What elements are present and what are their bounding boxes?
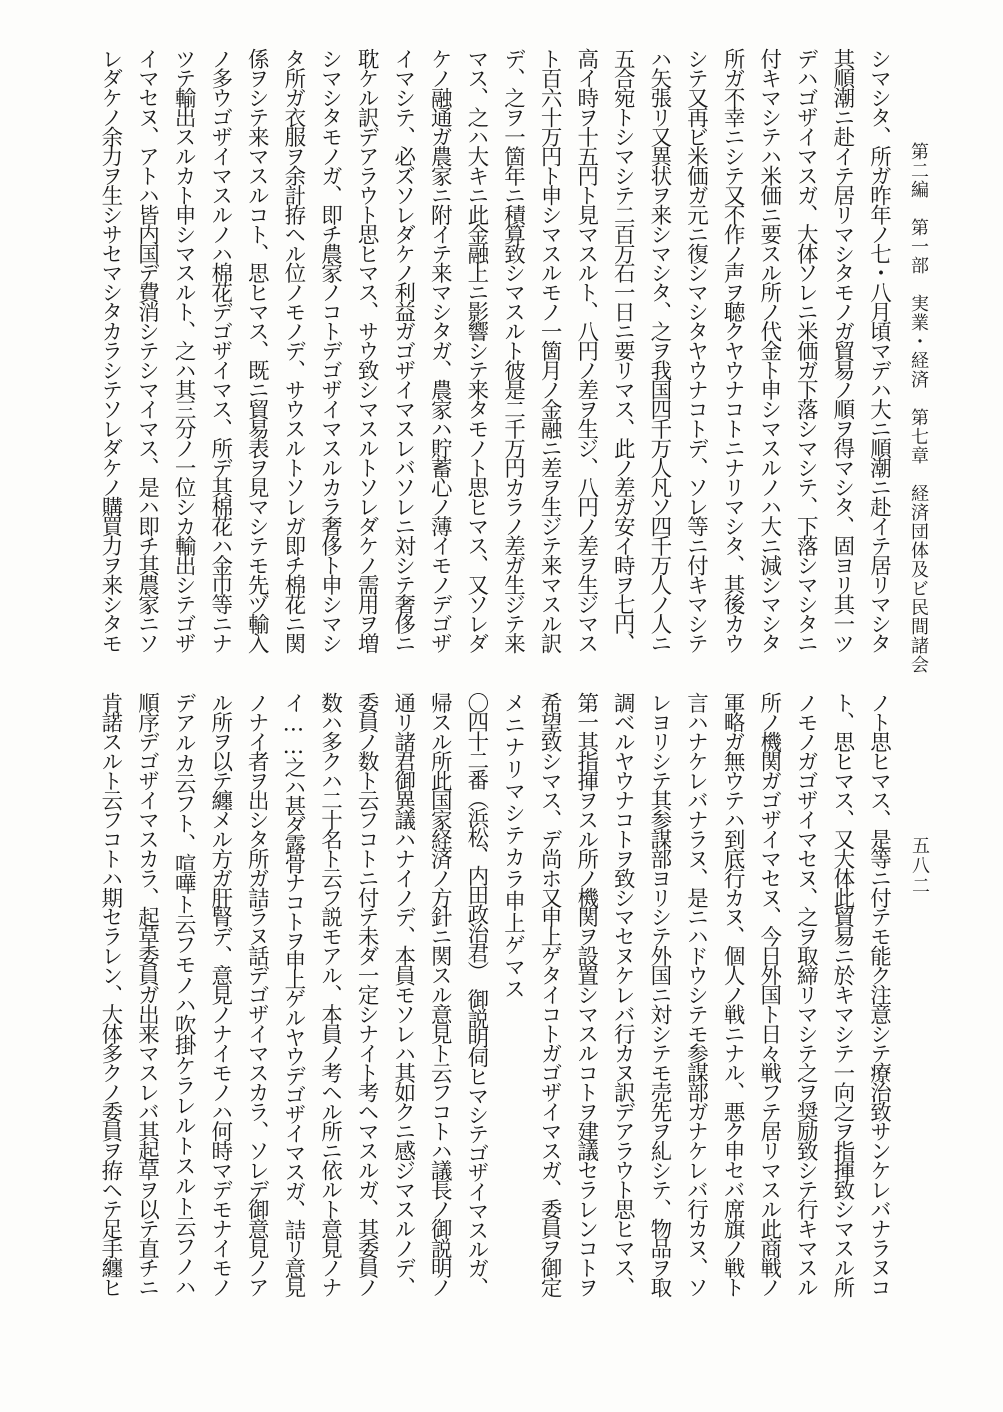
text-column: 通リ諸君御異議ハナイノデ、本員モソレハ其如クニ感ジマスルノデ、 [390, 692, 416, 1296]
text-column: ケノ融通ガ農家ニ附イテ来マシタガ、農家ハ貯蓄心ノ薄イモノデゴザ [427, 48, 453, 652]
text-column: イ……之ハ甚ダ露骨ナコトヲ申上ゲルヤウデゴザイマスガ、詰リ意見 [280, 692, 306, 1297]
text-column: 委員ノ数ト云フコトニ付テ未ダ一定シナイト考ヘマスルガ、其委員ノ [354, 692, 380, 1297]
text-column: 帰スル所此国家経済ノ方針ニ関スル意見ト云フコトハ議長ノ御説明ノ [427, 692, 453, 1296]
page-number: 五八二 [909, 836, 930, 896]
text-column: シマシタ、所ガ昨年ノ七・八月頃マデハ大ニ順潮ニ赴イテ居リマシタ [866, 48, 892, 652]
text-column: ル所ヲ以テ纏メル方ガ肝腎デ、意見ノナイモノハ何時マデモナイモノ [207, 692, 233, 1296]
text-column: 耽ケル訳デアラウト思ヒマス、サウ致シマスルトソレダケノ需用ヲ増 [354, 48, 380, 653]
text-column: メニナリマシテカラ申上ゲマス [500, 692, 526, 1000]
text-column: レヨリシテ其参謀部ヨリシテ外国ニ対シテモ売先ヲ糺シテ、物品ヲ取 [646, 692, 672, 1296]
text-column: デ、之ヲ一箇年ニ積算致シマスルト彼是二千万円カラノ差ガ生ジテ来 [500, 48, 526, 653]
text-column: ノモノガゴザイマセヌ、之ヲ取締リマシテ之ヲ奨励致シテ行キマスル [793, 692, 819, 1296]
running-header: 第二編 第一部 実業・経済 第七章 経済団体及ビ民間諸会 [908, 142, 929, 674]
text-column: 付キマシテハ米価ニ要スル所ノ代金ト申シマスルノハ大ニ減シマシタ [756, 48, 782, 653]
text-column: デハゴザイマスガ、大体ソレニ米価ガ下落シマシテ、下落シマシタニ [793, 48, 819, 652]
text-column: 所ノ機関ガゴザイマセヌ、今日外国ト日々戦フテ居リマスル此商戦ノ [756, 692, 782, 1296]
text-column: デアルカ云フト、喧嘩ト云フモノハ吹掛ケラレルトスルト云フノハ [171, 692, 197, 1297]
text-column: ト百六十万円ト申シマスルモノ一箇月ノ金融ニ差ヲ生ジテ来マスル訳 [537, 48, 563, 653]
text-column: 所ガ不幸ニシテ又不作ノ声ヲ聴クヤウナコトニナリマシタ、其後カウ [720, 48, 746, 652]
text-column: ノナイ者ヲ出シタ所ガ詰ラヌ話デゴザイマスカラ、ソレデ御意見ノア [244, 692, 270, 1296]
text-column: 軍略ガ無ウテハ到底行カヌ、個人ノ戦ニナル、悪ク申セバ席旗ノ戦ト [720, 692, 746, 1297]
text-column: タ所ガ衣服ヲ余計拵ヘル位ノモノデ、サウスルトソレガ即チ棉花ニ関 [280, 48, 306, 653]
text-column: 第一其指揮ヲスル所ノ機関ヲ設置シマスルコトヲ建議セラレンコトヲ [573, 692, 599, 1296]
text-column: 五合宛トシマシテ二百万石一日ニ要リマス、此ノ差ガ安イ時ヲ七円、 [610, 48, 636, 653]
text-column: 肯諾スルト云フコトハ期セラレン、大体多クノ委員ヲ拵ヘテ足手纏ヒ [97, 692, 123, 1297]
text-column: ハ矢張リ又異状ヲ来シマシタ、之ヲ我国四千万人凡ソ四千万人ノ人ニ [646, 48, 672, 653]
text-column: イマセヌ、アトハ皆内国デ費消シテシマイマス、是ハ即チ其農家ニソ [134, 48, 160, 652]
text-column: マス、之ハ大キニ此金融上ニ影響シテ来タモノト思ヒマス、又ソレダ [463, 48, 489, 652]
text-column: シマシタモノガ、即チ農家ノコトデゴザイマスルカラ奢侈ト申シマシ [317, 48, 343, 652]
text-column: ノト思ヒマス、是等ニ付テモ能ク注意シテ療治致サンケレバナラヌコ [866, 692, 892, 1296]
text-column: 高イ時ヲ十五円ト見マスルト、八円ノ差ヲ生ジ、八円ノ差ヲ生ジマス [573, 48, 599, 653]
text-column: 言ハナケレバナラヌ、是ニハドウシテモ参謀部ガナケレバ行カヌ、ソ [683, 692, 709, 1297]
text-column: ノ多ウゴザイマスルノハ棉花デゴザイマス、所デ其棉花ハ金巾等ニナ [207, 48, 233, 652]
text-column: 其順潮ニ赴イテ居リマシタモノガ貿易ノ順ヲ得マシタ、固ヨリ其一ツ [829, 48, 855, 653]
text-column: レダケノ余力ヲ生シサセマシタカラシテソレダケノ購買力ヲ来シタモ [97, 48, 123, 652]
text-column: 係ヲシテ来マスルコト、思ヒマス、既ニ貿易表ヲ見マシテモ先ヅ輸入 [244, 48, 270, 653]
text-column: 数ハ多クハ二十名ト云フ説モアル、本員ノ考ヘル所ニ依ルト意見ノナ [317, 692, 343, 1297]
text-column: ツテ輸出スルカト申シマスルト、之ハ其三分ノ一位シカ輸出シテゴザ [171, 48, 197, 653]
text-column: 調ベルヤウナコトヲ致シマセヌケレバ行カヌ訳デアラウト思ヒマス、 [610, 692, 636, 1297]
text-column: ト、思ヒマス、又大体此貿易ニ於キマシテ一向之ヲ指揮致シマスル所 [829, 692, 855, 1296]
text-column: 順序デゴザイマスカラ、起草委員ガ出来マスレバ其起草ヲ以テ直チニ [134, 692, 160, 1297]
text-column: イマシテ、必ズソレダケノ利益ガゴザイマスレバソレニ対シテ奢侈ニ [390, 48, 416, 653]
text-column: 希望致シマス、デ尚ホ又申上ゲタイコトガゴザイマスガ、委員ヲ御定 [537, 692, 563, 1296]
text-column: 〇四十二番（浜松、内田政治君） 御説明伺ヒマシテゴザイマスルガ、 [463, 692, 489, 1297]
text-column: シテ又再ビ米価ガ元ニ復シマシタヤウナコトデ、ソレ等ニ付キマシテ [683, 48, 709, 653]
